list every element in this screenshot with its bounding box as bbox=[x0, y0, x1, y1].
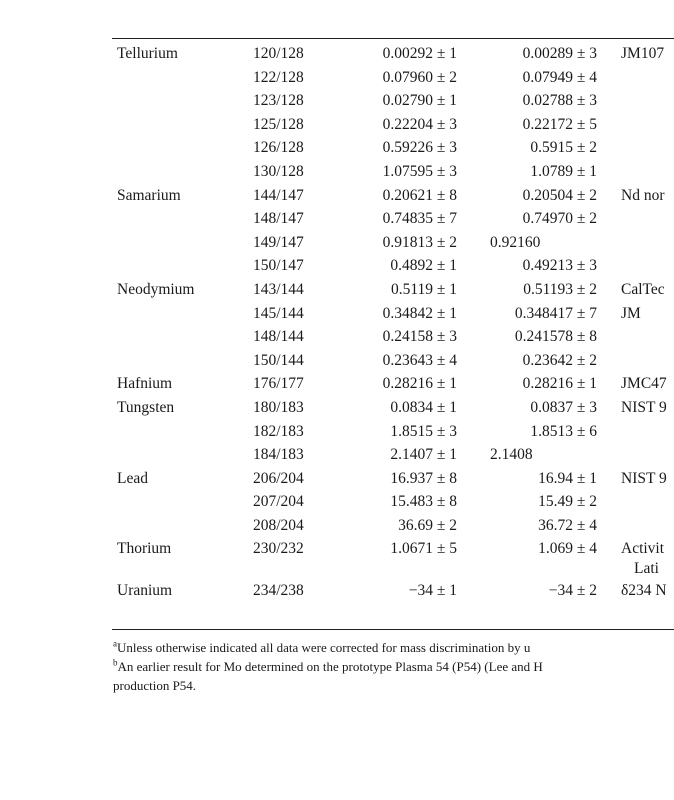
measured-value-cell: 0.00292 ± 1 bbox=[382, 45, 457, 62]
isotope-ratio-cell: 123/128 bbox=[253, 92, 304, 110]
isotope-ratio-cell: 206/204 bbox=[253, 469, 304, 487]
element-cell: Tellurium bbox=[117, 45, 178, 62]
measured-value-cell: 0.02790 ± 1 bbox=[382, 92, 457, 110]
reference-value-cell: 0.07949 ± 4 bbox=[522, 68, 597, 86]
reference-value-cell: 0.20504 ± 2 bbox=[522, 186, 597, 204]
table-row bbox=[0, 64, 674, 88]
standard-note-cell: JM107 bbox=[621, 45, 665, 62]
isotope-ratio-cell: 122/128 bbox=[253, 68, 304, 86]
table-row bbox=[0, 323, 674, 347]
measured-value-cell: 0.20621 ± 8 bbox=[382, 186, 457, 204]
reference-value-cell: 0.0837 ± 3 bbox=[530, 398, 597, 416]
reference-value-cell: 1.0789 ± 1 bbox=[530, 162, 597, 180]
measured-value-cell: 2.1407 ± 1 bbox=[390, 446, 457, 464]
standard-note-cell: JM bbox=[621, 304, 641, 322]
isotope-ratio-cell: 130/128 bbox=[253, 162, 304, 180]
element-cell: Uranium bbox=[117, 582, 173, 600]
measured-value-cell: 0.22204 ± 3 bbox=[382, 115, 457, 133]
table-row bbox=[0, 465, 674, 489]
measured-value-cell: 0.07960 ± 2 bbox=[382, 68, 457, 86]
table-row bbox=[0, 276, 674, 300]
measured-value-cell: 0.4892 ± 1 bbox=[390, 257, 457, 275]
isotope-ratio-cell: 144/147 bbox=[253, 186, 304, 204]
footnote-a bbox=[113, 638, 674, 657]
reference-value-cell: 0.02788 ± 3 bbox=[522, 92, 597, 110]
table-row bbox=[0, 535, 674, 577]
isotope-ratio-cell: 207/204 bbox=[253, 493, 304, 511]
table-top-rule bbox=[112, 38, 674, 39]
measured-value-cell: 1.07595 ± 3 bbox=[382, 162, 457, 180]
table-row bbox=[0, 40, 674, 64]
table-row bbox=[0, 229, 674, 253]
footnote-a-mark: a bbox=[113, 638, 117, 649]
isotope-ratio-cell: 126/128 bbox=[253, 139, 304, 157]
isotope-ratio-cell: 184/183 bbox=[253, 446, 304, 464]
isotope-ratio-cell: 176/177 bbox=[253, 375, 304, 393]
isotope-ratio-cell: 180/183 bbox=[253, 398, 304, 416]
isotope-ratio-cell: 148/147 bbox=[253, 210, 304, 228]
measured-value-cell: 0.23643 ± 4 bbox=[382, 351, 457, 369]
element-cell: Thorium bbox=[117, 540, 172, 558]
isotope-ratio-cell: 120/128 bbox=[253, 45, 304, 62]
standard-note-cell: CalTec bbox=[621, 280, 665, 298]
element-cell: Hafnium bbox=[117, 375, 173, 393]
footnote-a-text: Unless otherwise indicated all data were corrected for mass discrimination by u bbox=[117, 640, 531, 655]
isotope-ratio-cell: 143/144 bbox=[253, 280, 304, 298]
table-row bbox=[0, 441, 674, 465]
measured-value-cell: 0.24158 ± 3 bbox=[382, 328, 457, 346]
standard-note-cell: NIST 9 bbox=[621, 469, 667, 487]
isotope-ratio-cell: 148/144 bbox=[253, 328, 304, 346]
table-row bbox=[0, 577, 674, 601]
reference-value-cell: 0.348417 ± 7 bbox=[514, 304, 597, 322]
isotope-ratio-cell: 150/147 bbox=[253, 257, 304, 275]
table-row bbox=[0, 111, 674, 135]
element-cell: Samarium bbox=[117, 186, 181, 204]
reference-value-cell: 0.22172 ± 5 bbox=[522, 115, 597, 133]
standard-note-cell: Nd nor bbox=[621, 186, 665, 204]
table-row bbox=[0, 182, 674, 206]
table-row bbox=[0, 370, 674, 394]
isotope-ratio-cell: 150/144 bbox=[253, 351, 304, 369]
measured-value-cell: 0.91813 ± 2 bbox=[382, 233, 457, 251]
measured-value-cell: 0.5119 ± 1 bbox=[390, 280, 457, 298]
table-row bbox=[0, 87, 674, 111]
reference-value-cell: 0.92160 bbox=[490, 233, 541, 251]
footnote-b-continuation: production P54. bbox=[113, 678, 197, 693]
measured-value-cell: 1.8515 ± 3 bbox=[390, 422, 457, 440]
table-row bbox=[0, 512, 674, 536]
table-row bbox=[0, 394, 674, 418]
measured-value-cell: 0.59226 ± 3 bbox=[382, 139, 457, 157]
reference-value-cell: 0.49213 ± 3 bbox=[522, 257, 597, 275]
standard-note-cell: NIST 9 bbox=[621, 398, 667, 416]
isotope-ratio-cell: 182/183 bbox=[253, 422, 304, 440]
element-cell: Tungsten bbox=[117, 398, 175, 416]
reference-value-cell: 36.72 ± 4 bbox=[538, 516, 597, 534]
footnote-b-text: An earlier result for Mo determined on the prototype Plasma 54 (P54) (Lee and H bbox=[117, 659, 543, 674]
table-row bbox=[0, 347, 674, 371]
reference-value-cell: 1.8513 ± 6 bbox=[530, 422, 597, 440]
isotope-ratio-table bbox=[0, 40, 674, 601]
table-row bbox=[0, 205, 674, 229]
table-row bbox=[0, 300, 674, 324]
isotope-ratio-cell: 234/238 bbox=[253, 582, 304, 600]
reference-value-cell: 0.241578 ± 8 bbox=[514, 328, 597, 346]
reference-value-cell: −34 ± 2 bbox=[548, 582, 597, 600]
table-row bbox=[0, 134, 674, 158]
element-cell: Lead bbox=[117, 469, 148, 487]
measured-value-cell: 16.937 ± 8 bbox=[390, 469, 457, 487]
table-row bbox=[0, 158, 674, 182]
measured-value-cell: 36.69 ± 2 bbox=[398, 516, 457, 534]
measured-value-cell: 0.0834 ± 1 bbox=[390, 398, 457, 416]
table-row bbox=[0, 252, 674, 276]
table-row bbox=[0, 488, 674, 512]
reference-value-cell: 0.51193 ± 2 bbox=[523, 280, 597, 298]
reference-value-cell: 1.069 ± 4 bbox=[538, 540, 597, 558]
measured-value-cell: 0.28216 ± 1 bbox=[382, 375, 457, 393]
isotope-ratio-cell: 149/147 bbox=[253, 233, 304, 251]
reference-value-cell: 0.23642 ± 2 bbox=[522, 351, 597, 369]
isotope-ratio-cell: 230/232 bbox=[253, 540, 304, 558]
reference-value-cell: 0.74970 ± 2 bbox=[522, 210, 597, 228]
table-bottom-rule bbox=[112, 629, 674, 630]
measured-value-cell: 15.483 ± 8 bbox=[390, 493, 457, 511]
footnote-b bbox=[113, 657, 674, 676]
measured-value-cell: 1.0671 ± 5 bbox=[390, 540, 457, 558]
footnote-b-mark: b bbox=[113, 657, 118, 668]
isotope-ratio-cell: 125/128 bbox=[253, 115, 304, 133]
element-cell: Neodymium bbox=[117, 280, 195, 298]
standard-note-cell: δ234 N bbox=[621, 582, 667, 600]
standard-note-cell: Activit bbox=[621, 540, 665, 558]
reference-value-cell: 2.1408 bbox=[490, 446, 533, 464]
standard-note-cell: JMC47 bbox=[621, 375, 667, 393]
reference-value-cell: 16.94 ± 1 bbox=[538, 469, 597, 487]
reference-value-cell: 0.5915 ± 2 bbox=[530, 139, 597, 157]
reference-value-cell: 0.28216 ± 1 bbox=[522, 375, 597, 393]
table-row bbox=[0, 418, 674, 442]
standard-note-cell-cont: Lati bbox=[634, 560, 659, 578]
measured-value-cell: −34 ± 1 bbox=[408, 582, 457, 600]
table-footnotes bbox=[113, 638, 674, 695]
measured-value-cell: 0.74835 ± 7 bbox=[382, 210, 457, 228]
reference-value-cell: 0.00289 ± 3 bbox=[522, 45, 597, 62]
isotope-ratio-cell: 145/144 bbox=[253, 304, 304, 322]
measured-value-cell: 0.34842 ± 1 bbox=[382, 304, 457, 322]
reference-value-cell: 15.49 ± 2 bbox=[538, 493, 597, 511]
isotope-ratio-cell: 208/204 bbox=[253, 516, 304, 534]
